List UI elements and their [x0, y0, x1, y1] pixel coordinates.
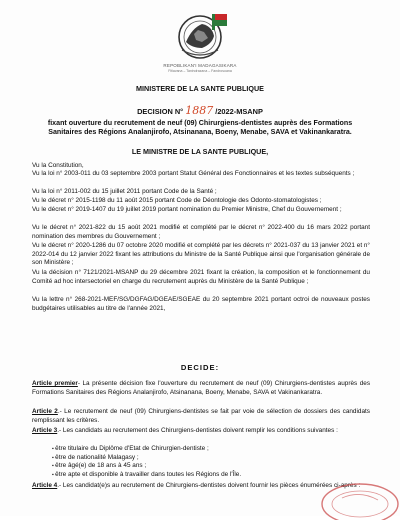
list-item: ▪ être apte et disponible à travailler dans toutes les Régions de l'Île.: [52, 471, 362, 480]
visa-line: Vu la loi n° 2003-011 du 03 septembre 2003 portant Statut Général des Fonctionnaires et les textes subséquents ;: [32, 170, 355, 177]
visa-line: Vu le décret n° 2015-1198 du 11 août 2015 portant Code de Déontologie des Odonto-stomatologistes ;: [32, 197, 322, 204]
madagascar-emblem-icon: [168, 10, 232, 62]
decide-heading: DECIDE:: [180, 363, 220, 372]
decision-number-handwritten: 1887: [185, 104, 214, 117]
republic-name: REPOBLIKAN'I MADAGASIKARA: [163, 63, 237, 68]
official-stamp-icon: [312, 480, 400, 520]
article-title: Article 4: [32, 482, 58, 489]
visa-line: Vu le décret n° 2021-822 du 15 août 2021 modifié et complété par le décret n° 2022-400 du 16 mars 2022 portant nomination des membres du Gouvernement ;: [32, 224, 370, 240]
authority-title: LE MINISTRE DE LA SANTE PUBLIQUE,: [131, 147, 269, 156]
visa-line: Vu la Constitution,: [32, 162, 84, 169]
article-text: .- Les candidat(e)s au recrutement de Chirurgiens-dentistes doivent fournir les pièces énumérées ci-après :: [57, 482, 361, 489]
decision-suffix: /2022-MSANP: [215, 107, 263, 116]
visa-line: Vu la décision n° 7121/2021-MSANP du 29 décembre 2021 fixant la création, la composition et le fonctionnement du Comité ad hoc intersectoriel en charge du recrutement auprès du Ministère de la Santé Publique ;: [32, 269, 370, 285]
article-2: [32, 408, 370, 425]
visa-line: Vu la lettre n° 268-2021-MEF/SG/DGFAG/DGEAE/SGEAE du 20 septembre 2021 portant octroi de nouveaux postes budgétaires utilisables au titre de l'année 2021,: [32, 296, 370, 312]
ministry-title: MINISTERE DE LA SANTE PUBLIQUE: [136, 84, 264, 93]
visa-line: Vu le décret n° 2020-1286 du 07 octobre 2020 modifié et complété par les décrets n° 2021-037 du 13 janvier 2021 et n° 2022-014 du 12 janvier 2022 fixant les attributions du Ministre de la Santé Publique ainsi que l'organisation générale de son Ministère ;: [32, 242, 370, 267]
article-text: .- Le recrutement de neuf (09) Chirurgiens-dentistes se fait par voie de sélection de dossiers des candidats remplissant les critères.: [32, 408, 370, 424]
list-item: ▪ être titulaire du Diplôme d'Etat de Chirurgien-dentiste ;: [52, 445, 362, 454]
article-title: Article 2: [32, 408, 58, 415]
list-item: ▪ être de nationalité Malagasy ;: [52, 454, 362, 463]
article-text: - La présente décision fixe l'ouverture du recrutement de neuf (09) Chirurgiens-dentistes auprès des Formations Sanitaires des Régions Analanjirofo, Atsinanana, Boeny, Menabe, SAVA et Vakinankaratra.: [32, 380, 371, 396]
visa-line: Vu le décret n° 2019-1407 du 19 juillet 2019 portant nomination du Premier Ministre, Chef du Gouvernement ;: [32, 206, 342, 213]
visa-line: Vu la loi n° 2011-002 du 15 juillet 2011 portant Code de la Santé ;: [32, 188, 217, 195]
conditions-list: [52, 445, 362, 479]
article-text: .- Les candidats au recrutement des Chirurgiens-dentistes doivent remplir les conditions suivantes :: [57, 427, 338, 434]
decision-prefix: DECISION N°: [137, 107, 184, 116]
article-title: Article premier: [32, 380, 78, 387]
decision-subject: fixant ouverture du recrutement de neuf (09) Chirurgiens-dentistes auprès des Formations Sanitaires des Régions Analanjirofo, Atsinanana, Boeny, Menabe, SAVA et Vakinankaratra.: [47, 119, 353, 136]
decision-title: [0, 104, 400, 117]
national-motto: Fitiavana – Tanindrazana – Fandrosoana: [168, 69, 232, 73]
article-3: [32, 427, 370, 436]
list-item: ▪ être âgé(e) de 18 ans à 45 ans ;: [52, 462, 362, 471]
article-title: Article 3: [32, 427, 58, 434]
article-1: [32, 380, 370, 397]
